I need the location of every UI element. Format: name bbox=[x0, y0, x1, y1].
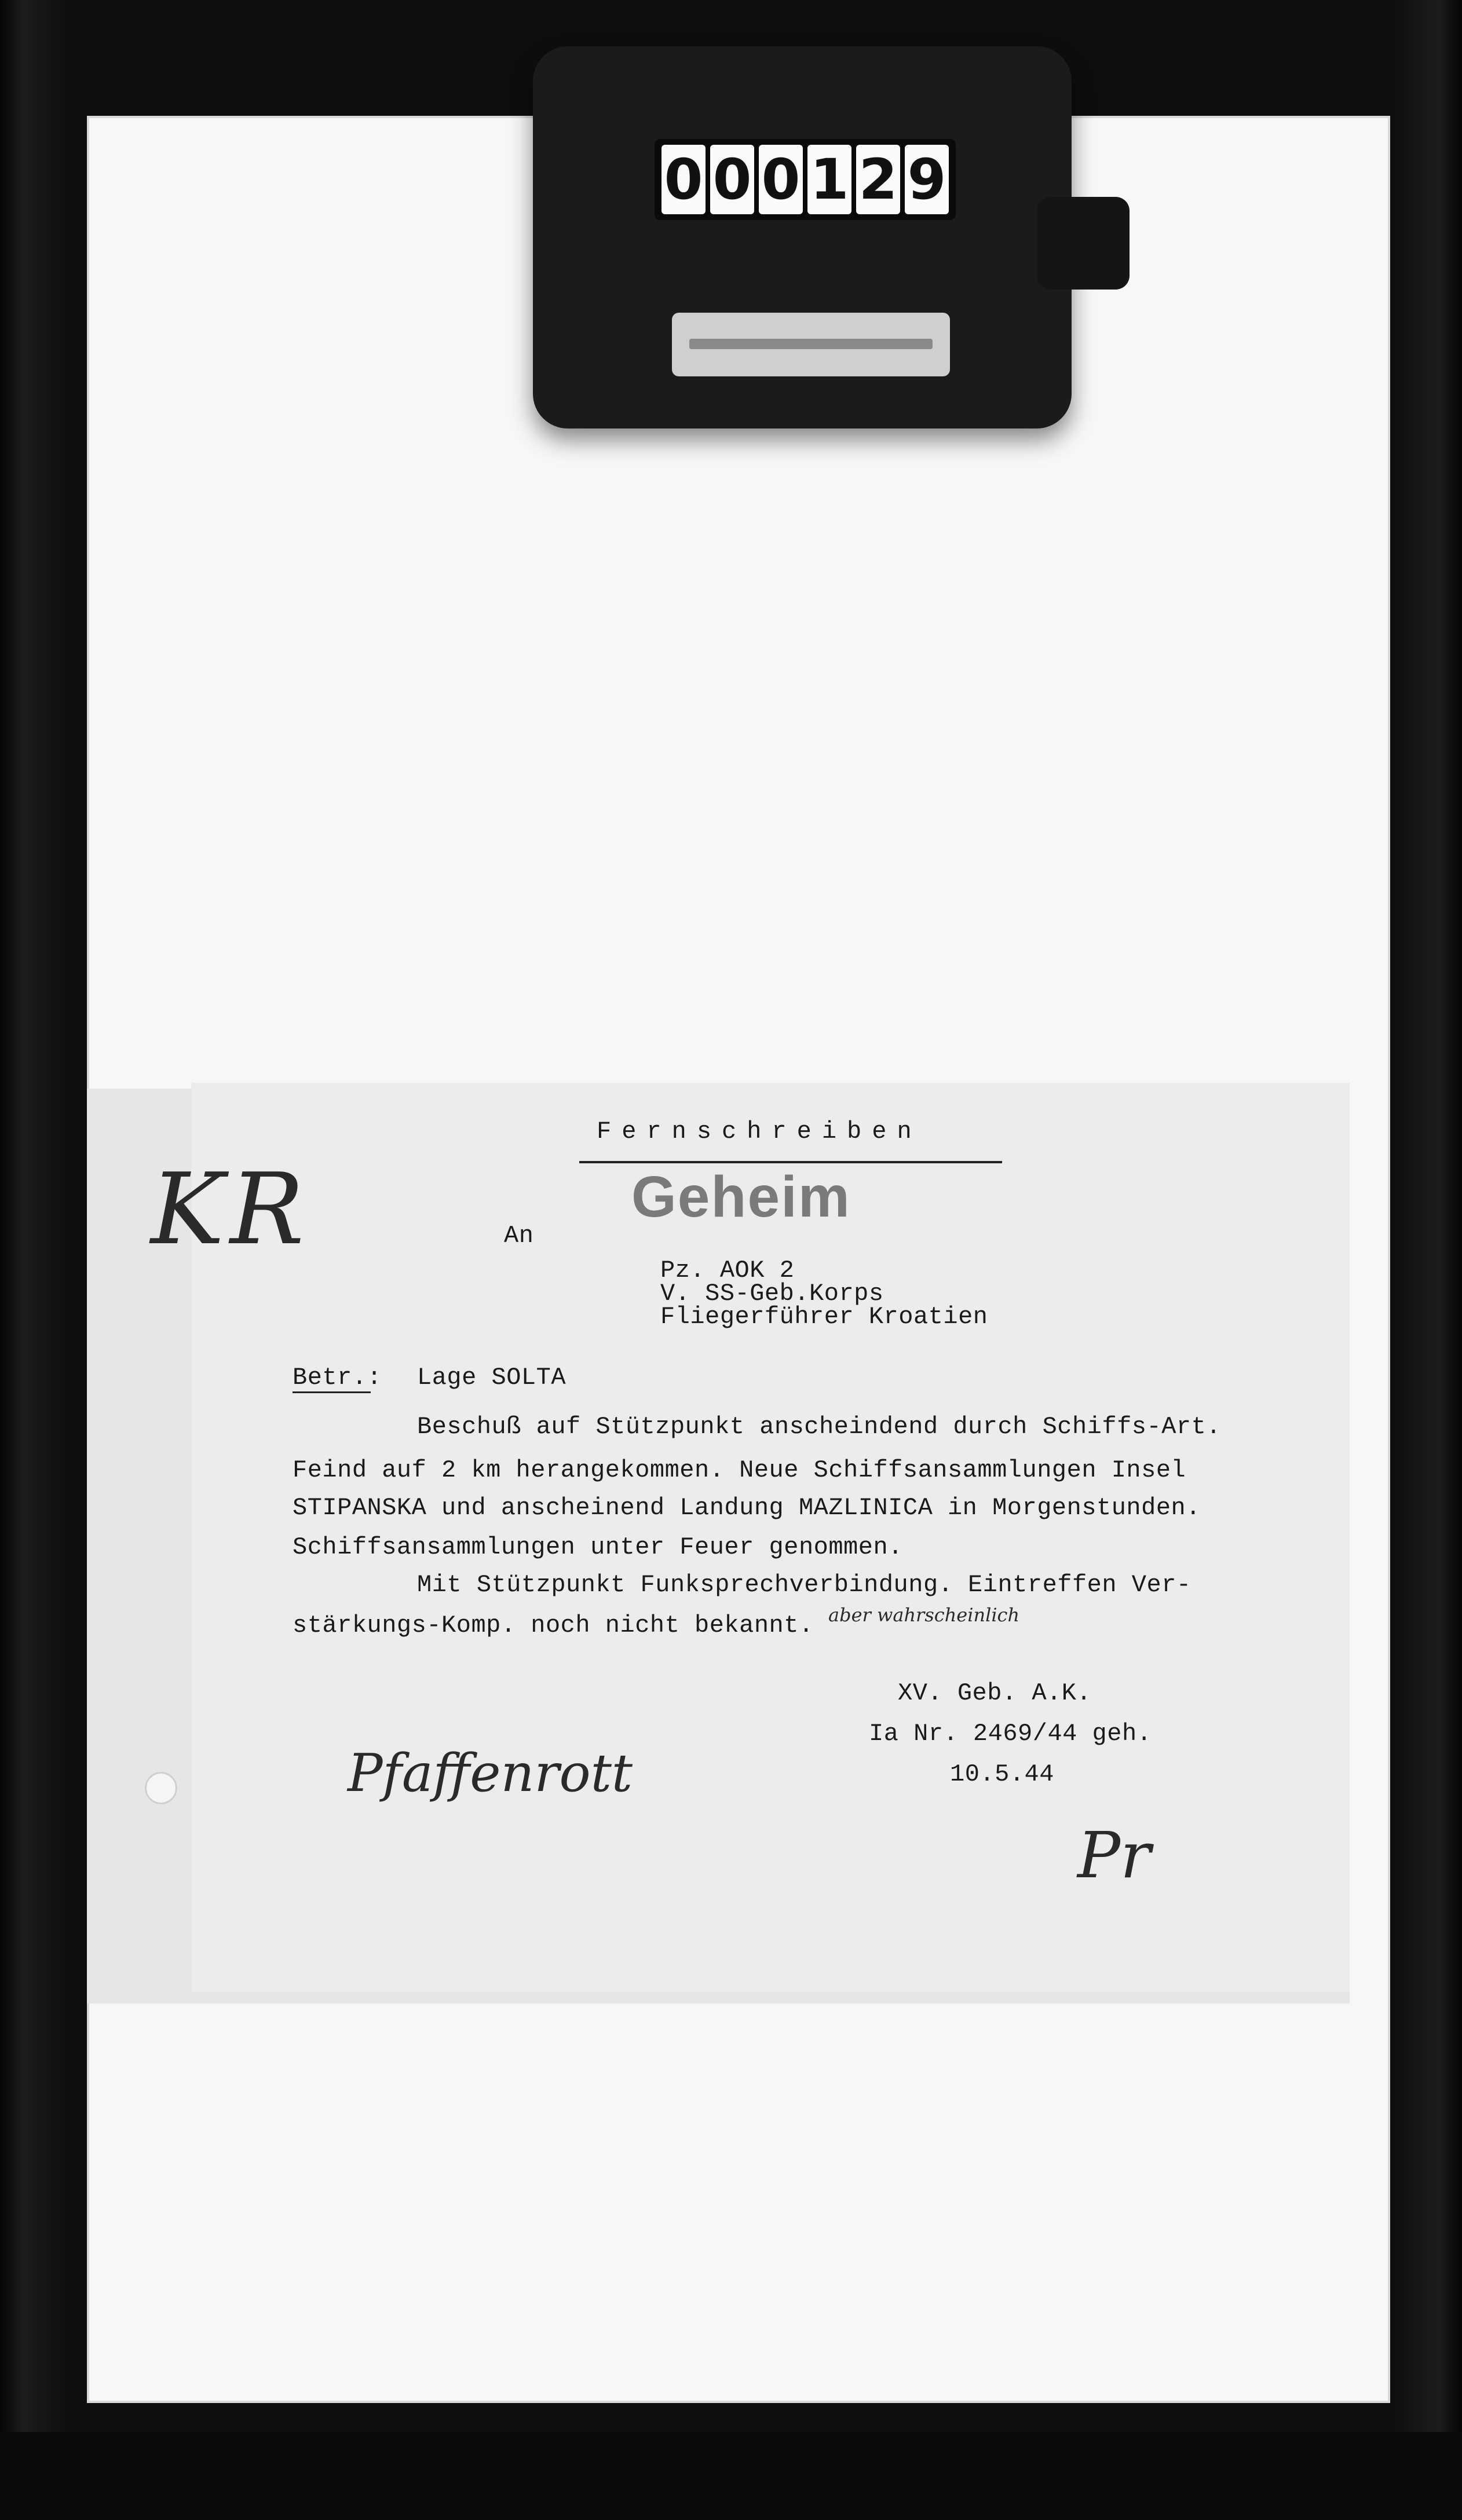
recipient-line: Fliegerführer Kroatien bbox=[660, 1303, 988, 1331]
sender-line: XV. Geb. A.K. bbox=[898, 1679, 1092, 1707]
body-line: Schiffsansammlungen unter Feuer genommen. bbox=[293, 1533, 903, 1561]
counter-digit: 0 bbox=[661, 145, 706, 214]
counter-knob bbox=[1037, 197, 1130, 290]
title-underline bbox=[579, 1161, 1002, 1163]
betr-value: Lage SOLTA bbox=[417, 1364, 566, 1391]
counter-digit: 9 bbox=[905, 145, 949, 214]
punch-hole bbox=[145, 1772, 177, 1804]
secret-stamp: Geheim bbox=[631, 1164, 851, 1229]
betr-underline bbox=[293, 1391, 371, 1393]
body-line: STIPANSKA und anscheinend Landung MAZLINICA in Morgenstunden. bbox=[293, 1494, 1201, 1522]
recipient-line: Pz. AOK 2 bbox=[660, 1257, 795, 1284]
counter-plate bbox=[672, 313, 950, 376]
counter-window bbox=[655, 139, 956, 220]
signature-left: Pfaffenrott bbox=[348, 1743, 633, 1804]
sender-line: Ia Nr. 2469/44 geh. bbox=[869, 1720, 1152, 1748]
betr-label: Betr.: bbox=[293, 1364, 382, 1391]
handwritten-note: aber wahrscheinlich bbox=[828, 1604, 1020, 1626]
counter-digit: 1 bbox=[807, 145, 851, 214]
counter-digit: 0 bbox=[710, 145, 754, 214]
initials-right: Pr bbox=[1077, 1818, 1151, 1892]
frame-counter bbox=[533, 46, 1072, 428]
telegram-title: Fernschreiben bbox=[597, 1118, 922, 1145]
film-bottom-edge bbox=[0, 2432, 1462, 2520]
sender-line: 10.5.44 bbox=[950, 1760, 1054, 1788]
counter-digit: 2 bbox=[856, 145, 900, 214]
recipient-line: V. SS-Geb.Korps bbox=[660, 1280, 884, 1307]
counter-digit: 0 bbox=[759, 145, 803, 214]
margin-mark: KR bbox=[151, 1152, 310, 1267]
body-line: Mit Stützpunkt Funksprechverbindung. Eintreffen Ver- bbox=[417, 1571, 1191, 1599]
body-line: Feind auf 2 km herangekommen. Neue Schiffsansammlungen Insel bbox=[293, 1456, 1186, 1484]
an-label: An bbox=[504, 1222, 534, 1250]
body-line: Beschuß auf Stützpunkt anscheindend durch Schiffs-Art. bbox=[417, 1413, 1222, 1441]
body-line: stärkungs-Komp. noch nicht bekannt. bbox=[293, 1611, 814, 1639]
